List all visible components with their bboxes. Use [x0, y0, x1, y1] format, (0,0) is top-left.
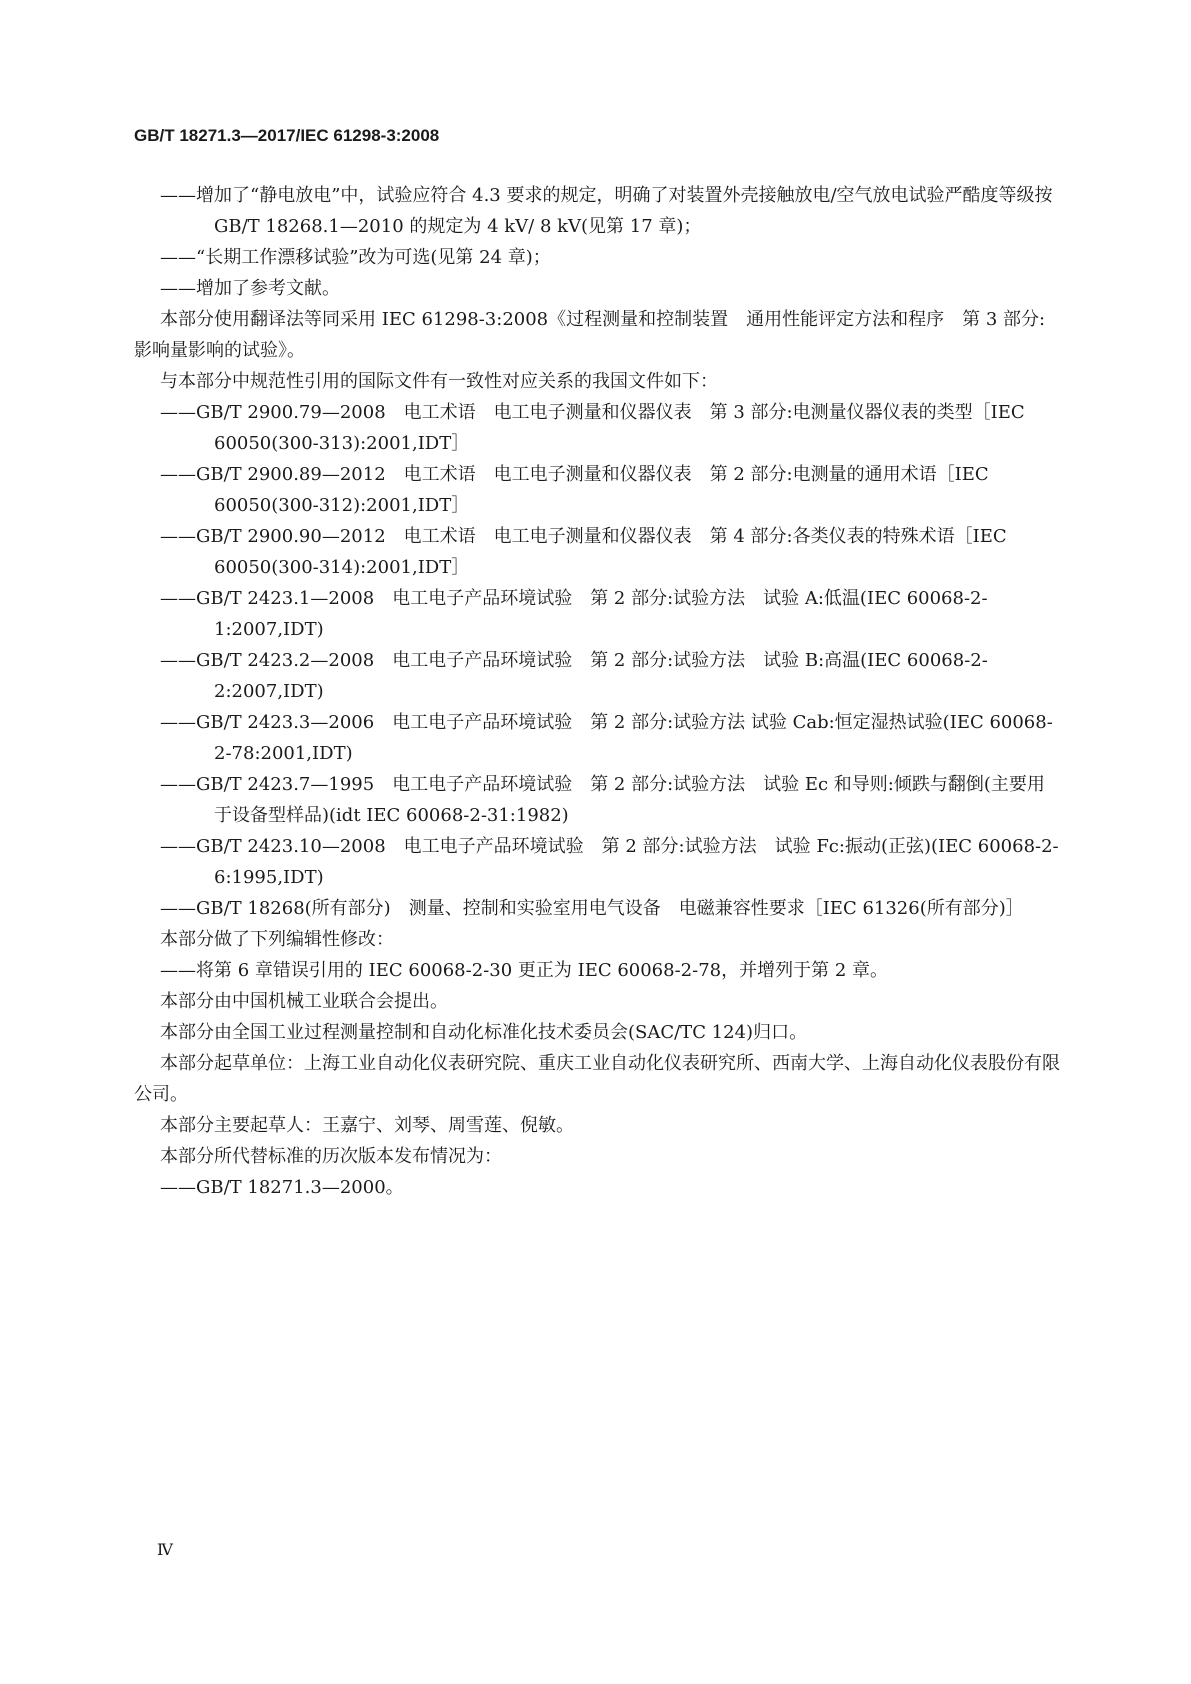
list-item-gbt-2423-7: ——GB/T 2423.7—1995 电工电子产品环境试验 第 2 部分:试验方法 试验 Ec 和导则:倾跌与翻倒(主要用于设备型样品)(idt IEC 60068-2-31:1982) [160, 774, 1045, 826]
list-item-gbt-18268: ——GB/T 18268(所有部分) 测量、控制和实验室用电气设备 电磁兼容性要求［IEC 61326(所有部分)］ [160, 898, 1024, 919]
list-item-gbt-2900-79: ——GB/T 2900.79—2008 电工术语 电工电子测量和仪器仪表 第 3 部分:电测量仪器仪表的类型［IEC 60050(300-313):2001,IDT］ [160, 402, 1025, 454]
document-body [134, 180, 1060, 1203]
list-item-gbt-2423-3: ——GB/T 2423.3—2006 电工电子产品环境试验 第 2 部分:试验方法 试验 Cab:恒定湿热试验(IEC 60068-2-78:2001,IDT) [160, 712, 1053, 764]
paragraph-drafting-units: 本部分起草单位：上海工业自动化仪表研究院、重庆工业自动化仪表研究所、西南大学、上海自动化仪表股份有限公司。 [134, 1053, 1060, 1105]
standard-number-header: GB/T 18271.3—2017/IEC 61298-3:2008 [134, 126, 440, 145]
paragraph-normative-references-intro: 与本部分中规范性引用的国际文件有一致性对应关系的我国文件如下： [160, 371, 718, 392]
list-item-gbt-2423-1: ——GB/T 2423.1—2008 电工电子产品环境试验 第 2 部分:试验方法 试验 A:低温(IEC 60068-2-1:2007,IDT) [160, 588, 988, 640]
list-item-editorial-fix: ——将第 6 章错误引用的 IEC 60068-2-30 更正为 IEC 60068-2-78，并增列于第 2 章。 [160, 960, 889, 981]
list-item-gbt-2900-89: ——GB/T 2900.89—2012 电工术语 电工电子测量和仪器仪表 第 2 部分:电测量的通用术语［IEC 60050(300-312):2001,IDT］ [160, 464, 989, 516]
list-item-gbt-2423-10: ——GB/T 2423.10—2008 电工电子产品环境试验 第 2 部分:试验方法 试验 Fc:振动(正弦)(IEC 60068-2-6:1995,IDT) [160, 836, 1059, 888]
paragraph-previous-editions: 本部分所代替标准的历次版本发布情况为： [160, 1146, 502, 1167]
list-item-gbt-2423-2: ——GB/T 2423.2—2008 电工电子产品环境试验 第 2 部分:试验方法 试验 B:高温(IEC 60068-2-2:2007,IDT) [160, 650, 988, 702]
list-item-drift-optional: ——“长期工作漂移试验”改为可选(见第 24 章)； [160, 247, 551, 268]
page-number: Ⅳ [157, 1540, 173, 1559]
paragraph-translation-method: 本部分使用翻译法等同采用 IEC 61298-3:2008《过程测量和控制装置 通用性能评定方法和程序 第 3 部分:影响量影响的试验》。 [134, 309, 1046, 361]
list-item-bibliography: ——增加了参考文献。 [160, 278, 340, 299]
paragraph-drafters: 本部分主要起草人：王嘉宁、刘琴、周雪莲、倪敏。 [160, 1115, 574, 1136]
paragraph-proposed-by: 本部分由中国机械工业联合会提出。 [160, 991, 448, 1012]
list-item-esd-change: ——增加了“静电放电”中，试验应符合 4.3 要求的规定，明确了对装置外壳接触放电/空气放电试验严酷度等级按 GB/T 18268.1—2010 的规定为 4 kV/ 8 kV(见第 17 章)； [160, 185, 1053, 237]
list-item-previous-edition: ——GB/T 18271.3—2000。 [160, 1177, 404, 1198]
paragraph-managed-by: 本部分由全国工业过程测量控制和自动化标准化技术委员会(SAC/TC 124)归口。 [160, 1022, 808, 1043]
list-item-gbt-2900-90: ——GB/T 2900.90—2012 电工术语 电工电子测量和仪器仪表 第 4 部分:各类仪表的特殊术语［IEC 60050(300-314):2001,IDT］ [160, 526, 1007, 578]
paragraph-editorial-changes: 本部分做了下列编辑性修改： [160, 929, 394, 950]
